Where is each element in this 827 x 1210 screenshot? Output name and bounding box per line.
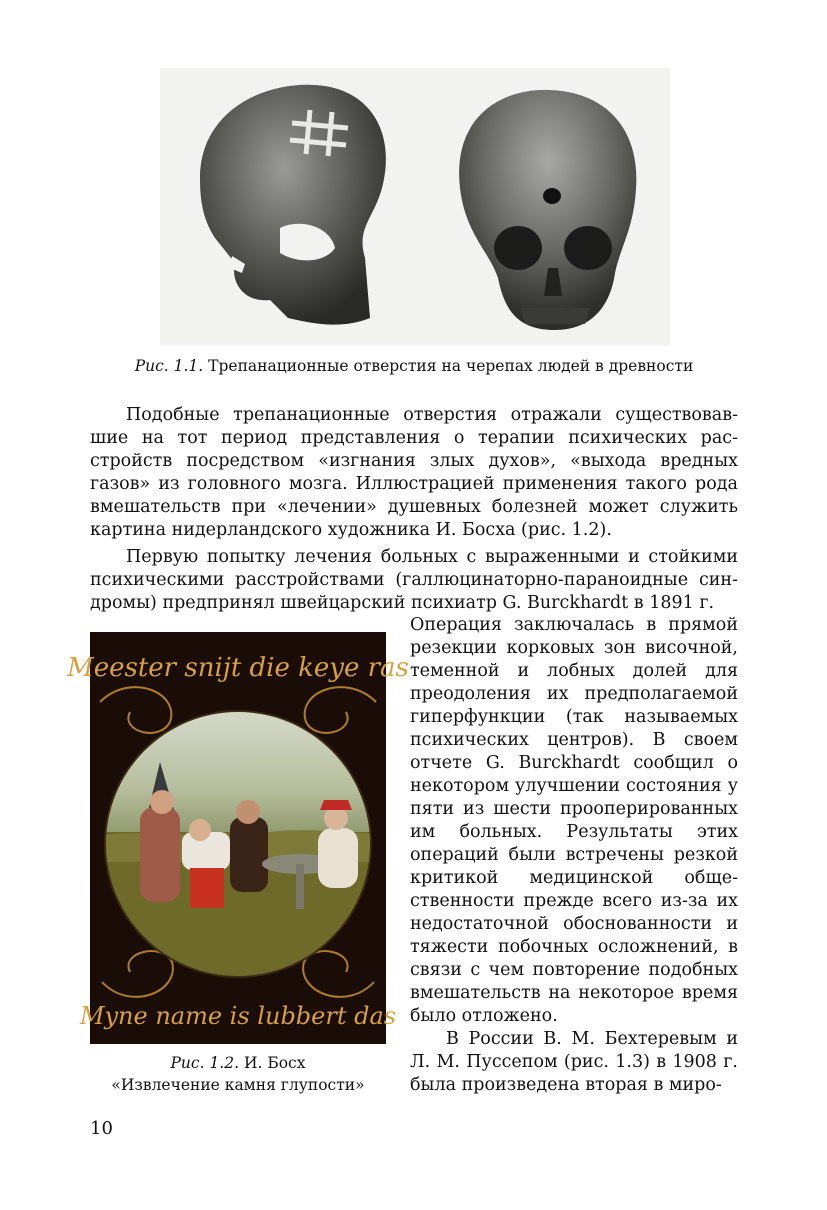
text-column-right: [410, 614, 738, 1097]
paragraph-2: [90, 546, 738, 615]
figure2-caption: [90, 1052, 386, 1096]
figure1-caption: [90, 356, 738, 376]
skull-left: [200, 85, 386, 325]
figure1-caption-label: Рис. 1.1.: [134, 357, 204, 375]
painting-inscription-bottom: Myne name is lubbert das: [79, 1002, 397, 1030]
figure2-caption-line1: [90, 1052, 386, 1074]
paragraph-2-continuation: Операция заключалась в прямой резекции корковых зон височной, теменной и лобных долей для преодоления их предполагаемой гиперфункции (так называемых психических центров). В своем отчете G. Burckhardt сообщил о некотором улучшении состояния у пяти из шести прооперированных им больных. Результаты этих операций были встречены резкой критикой медицинской общественности прежде всего из-за их недостаточной обоснованности и тяжести побочных осложнений, в связи с чем повторение подобных вмешательств на некоторое время было отложено.: [410, 615, 738, 1026]
figure2-caption-title: «Извлечение камня глупости»: [111, 1076, 365, 1094]
figure-bosch-painting-image: [67, 632, 409, 1044]
figure2-caption-label: Рис. 1.2.: [170, 1054, 240, 1072]
figure-skulls-image: [160, 68, 670, 346]
paragraph-2-text: Первую попытку лечения больных с выраженными и стойкими психическими расстройствами (галлюцинаторно-параноидные синдромы) предпринял швейцарский психиатр G. Burckhardt в 1891 г.: [90, 547, 738, 613]
painting-inscription-top: Meester snijt die keye ras: [67, 653, 409, 683]
skull-right: [459, 90, 636, 330]
paragraph-1: [90, 404, 738, 542]
paragraph-1-text: Подобные трепанационные отверстия отражали существовавшие на тот период представления о терапии психических расстройств посредством «изгнания злых духов», «выхода вредных газов» из головного мозга. Иллюстрацией применения такого рода вмешательств при «лечении» душевных болезней может служить картина нидерландского художника И. Босха (рис. 1.2).: [90, 405, 738, 540]
paragraph-3: В России В. М. Бехтеревым и Л. М. Пуссепом (рис. 1.3) в 1908 г. была произведена вторая в миро-: [410, 1029, 738, 1095]
figure1-caption-text: Трепанационные отверстия на черепах людей в древности: [203, 357, 694, 375]
page-number: 10: [90, 1118, 113, 1139]
figure2-caption-author: И. Босх: [239, 1054, 306, 1072]
